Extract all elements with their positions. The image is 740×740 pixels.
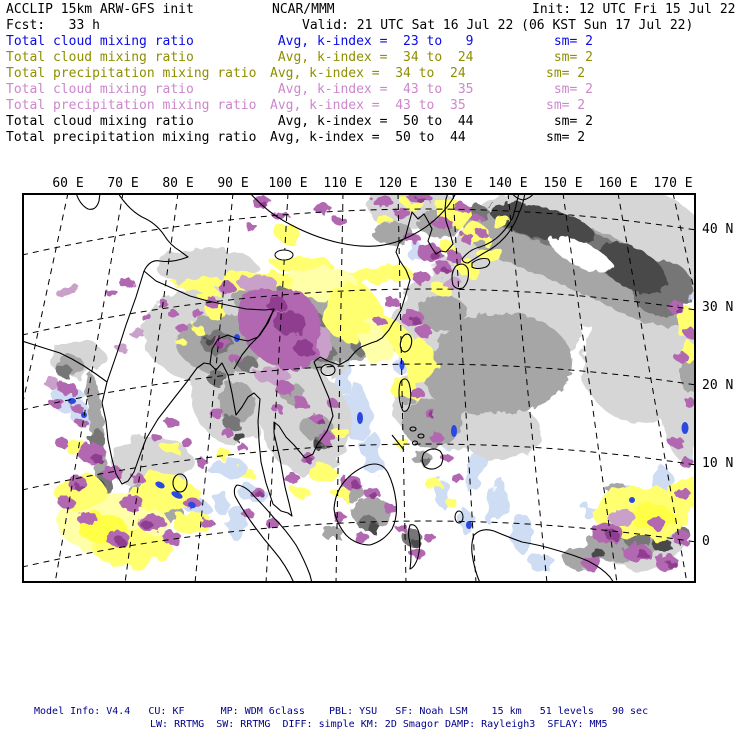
footer-line1: Model Info: V4.4 CU: KF MP: WDM 6class PBL: YSU SF: Noah LSM 15 km 51 levels 90 sec	[34, 706, 649, 717]
lat-label: 0	[702, 534, 710, 549]
model-title: ACCLIP 15km ARW-GFS init	[6, 2, 194, 17]
lon-label: 120 E	[378, 176, 418, 191]
legend-stat: Avg, k-index = 23 to 9	[270, 34, 474, 49]
legend-label: Total precipitation mixing ratio	[6, 66, 257, 81]
lon-label: 60 E	[52, 176, 84, 191]
legend-stat: Avg, k-index = 34 to 24	[270, 50, 474, 65]
lon-label: 170 E	[653, 176, 693, 191]
legend-sm: sm= 2	[546, 114, 593, 129]
legend-label: Total cloud mixing ratio	[6, 82, 194, 97]
forecast-map	[22, 193, 696, 583]
legend-sm: sm= 2	[546, 34, 593, 49]
valid-time: Valid: 21 UTC Sat 16 Jul 22 (06 KST Sun 17 Jul 22)	[302, 18, 694, 33]
legend-stat: Avg, k-index = 43 to 35	[270, 98, 466, 113]
lon-label: 100 E	[268, 176, 308, 191]
lon-label: 90 E	[217, 176, 249, 191]
legend-label: Total cloud mixing ratio	[6, 114, 194, 129]
legend-sm: sm= 2	[546, 66, 586, 81]
lon-label: 130 E	[433, 176, 473, 191]
legend-label: Total cloud mixing ratio	[6, 34, 194, 49]
legend-stat: Avg, k-index = 50 to 44	[270, 130, 466, 145]
fcst-hour: Fcst: 33 h	[6, 18, 100, 33]
lat-label: 30 N	[702, 300, 734, 315]
lon-label: 150 E	[543, 176, 583, 191]
lon-label: 80 E	[162, 176, 194, 191]
legend-stat: Avg, k-index = 50 to 44	[270, 114, 474, 129]
lat-label: 40 N	[702, 222, 734, 237]
legend-label: Total cloud mixing ratio	[6, 50, 194, 65]
lon-label: 140 E	[488, 176, 528, 191]
org-name: NCAR/MMM	[272, 2, 335, 17]
lat-label: 10 N	[702, 456, 734, 471]
legend-stat: Avg, k-index = 34 to 24	[270, 66, 466, 81]
lat-label: 20 N	[702, 378, 734, 393]
lon-label: 110 E	[323, 176, 363, 191]
legend-stat: Avg, k-index = 43 to 35	[270, 82, 474, 97]
legend-label: Total precipitation mixing ratio	[6, 130, 257, 145]
legend-sm: sm= 2	[546, 50, 593, 65]
lon-label: 70 E	[107, 176, 139, 191]
legend-sm: sm= 2	[546, 98, 586, 113]
legend-sm: sm= 2	[546, 82, 593, 97]
init-time: Init: 12 UTC Fri 15 Jul 22	[532, 2, 736, 17]
legend-label: Total precipitation mixing ratio	[6, 98, 257, 113]
legend-sm: sm= 2	[546, 130, 586, 145]
lon-label: 160 E	[598, 176, 638, 191]
footer-line2: LW: RRTMG SW: RRTMG DIFF: simple KM: 2D Smagor DAMP: Rayleigh3 SFLAY: MM5	[150, 719, 608, 730]
